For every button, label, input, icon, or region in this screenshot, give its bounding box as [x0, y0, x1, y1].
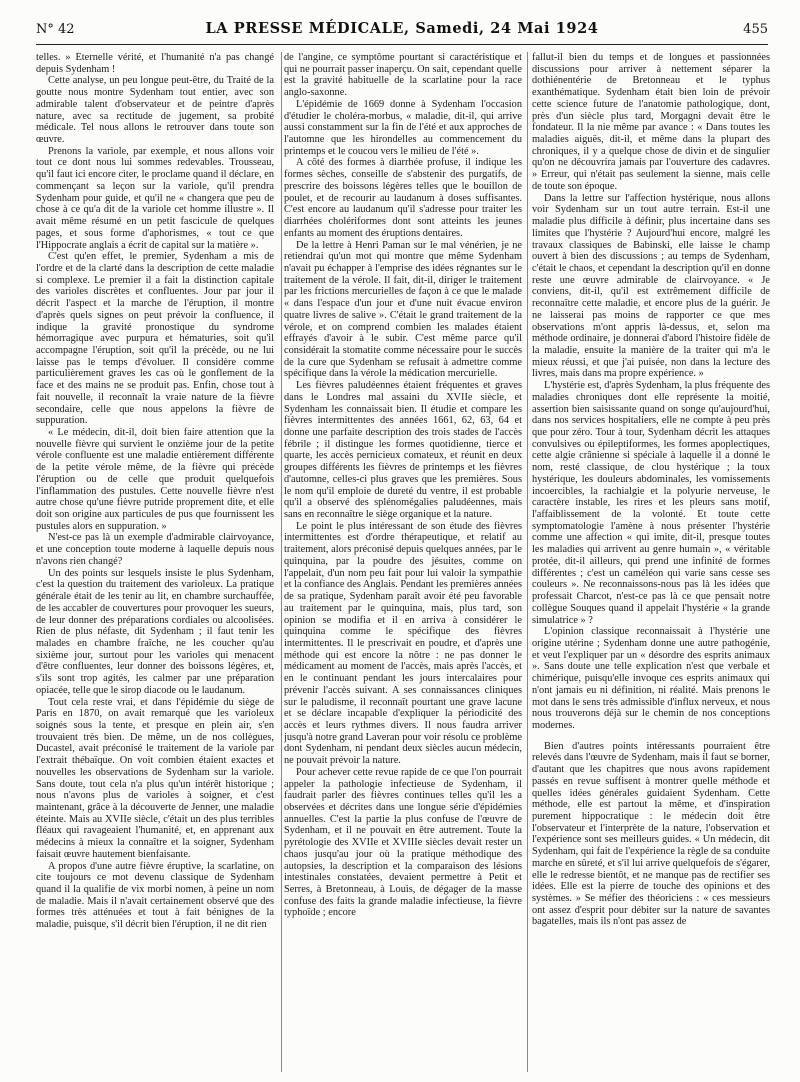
- column-3: [532, 52, 770, 1076]
- paragraph: Prenons la variole, par exemple, et nous allons voir tout ce dont nous lui sommes redevables. Trousseau, qu'il faut ici encore citer, le proclame quand il déclare, en commençant sa leçon sur la variole, qu'il prendra Sydenham pour guide, et qu'il ne « changera que peu de chose à ce qu'a dit de la variole cet homme illustre ». Il avait même résumé en un petit fascicule de quelques pages, et sous forme d'aphorismes, « tout ce que l'Hippocrate anglais a écrit de capital sur la matière ».: [36, 145, 274, 251]
- column-1-text: [36, 52, 274, 931]
- page-number: 455: [743, 22, 768, 37]
- section-break: [532, 732, 770, 741]
- column-divider-2: [527, 52, 528, 1072]
- page-header: [36, 18, 768, 46]
- paragraph: Le point le plus intéressant de son étude des fièvres intermittentes est d'ordre thérapeutique, et relatif au traitement, alors préconisé depuis quelques années, par le quinquina, par la poudre des jésuites, comme on l'appelait, d'un nom peu fait pour lui valoir la sympathie et la confiance des Anglais. Pendant les premières années de sa pratique, Sydenham paraît avoir été peu favorable au traitement par le quinquina, mais, plus tard, son opinion se modifia et il en arriva à considérer le quinquina comme le spécifique des fièvres intermittentes. Il le prescrivait en poudre, et d'après une méthode qui est encore la nôtre : ne pas donner le médicament au moment de l'accès, mais après l'accès, et en le continuant pendant les jours intercalaires pour prévenir l'accès suivant. A ses connaissances cliniques sur le paludisme, il reconnaît pourtant une grave lacune et se déclare incapable d'expliquer la périodicité des accès et leurs rythmes divers. Il nous faudra arriver jusqu'à notre grand Laveran pour voir résolu ce problème dont Sydenham, ni pendant deux siècles aucun médecin, ne pouvait prévoir la nature.: [284, 520, 522, 767]
- column-divider-1: [281, 52, 282, 1072]
- paragraph: Pour achever cette revue rapide de ce que l'on pourrait appeler la pathologie infectieuse de Sydenham, il faudrait parler des fièvres continues telles qu'il les a observées et décrites dans une longue série d'épidémies annuelles. C'est la partie la plus confuse de l'œuvre de Sydenham, et il ne pouvait en être autrement. Toute la pyrétologie des XVIIe et XVIIIe siècles devait rester un chaos jusqu'au jour où la pratique méthodique des autopsies, la description et la comparaison des lésions intestinales constatées, devaient permettre à Petit et Serres, à Bretonneau, à Louis, de dégager de la masse confuse des faits la grande maladie infectieuse, la fièvre typhoïde ; encore: [284, 766, 522, 919]
- paragraph: Les fièvres paludéennes étaient fréquentes et graves dans le Londres mal assaini du XVIIe siècle, et Sydenham les connaissait bien. Il étudie et compare les fièvres intermittentes des années 1661, 62, 63, 64 et donne une parfaite description des trois stades de l'accès fébrile ; il distingue les formes quotidienne, tierce et quarte, les accès pernicieux comateux, et réunit en deux groupes différents les fièvres de printemps et les fièvres d'automne, celles-ci plus graves que les premières. Sous le nom qu'il emploie de dureté du ventre, il est probable qu'il a observé des splénomégalies paludéennes, mais sans en reconnaître le siège organique et la nature.: [284, 380, 522, 521]
- paragraph: telles. » Éternelle vérité, et l'humanité n'a pas changé depuis Sydenham !: [36, 52, 274, 75]
- journal-title: LA PRESSE MÉDICALE, Samedi, 24 Mai 1924: [205, 20, 599, 37]
- paragraph: Un des points sur lesquels insiste le plus Sydenham, c'est la question du traitement des varioleux. La pratique générale était de les tenir au lit, en chambre surchauffée, de les accabler de couvertures pour provoquer les sueurs, de leur donner des préparations cordiales ou alcoolisées. Rien de plus néfaste, dit Sydenham ; il faut tenir les malades en chambre fraîche, ne les coucher qu'au sixième jour, surtout pour les varioles qui menacent d'être confluentes, leur donner des boissons légères, et, s'ils sont trop agités, les calmer par une préparation opiacée, telle que le sirop diacode ou le laudanum.: [36, 567, 274, 696]
- paragraph: fallut-il bien du temps et de longues et passionnées discussions pour arriver à nettement séparer la dothiénentérie de Bretonneau et le typhus exanthématique. Sydenham était bien loin de prévoir cette science future de l'anatomie pathologique, dont, près d'un siècle plus tard, Morgagni devait être le fondateur. Il la nie même par avance : « Dans toutes les maladies aiguës, dit-il, et même dans la plupart des chroniques, il y a quelque chose de divin et de singulier qu'on ne découvrira jamais par l'ouverture des cadavres. » Erreur, qui n'était pas seulement la sienne, mais celle de toute son époque.: [532, 52, 770, 192]
- column-2-text: [284, 52, 522, 919]
- header-rule: [36, 44, 768, 45]
- paragraph: L'épidémie de 1669 donne à Sydenham l'occasion d'étudier le choléra-morbus, « maladie, dit-il, qui arrive aussi constamment sur la fin de l'été et aux approches de l'automne que les hirondelles au commencement du printemps et le coucou vers le milieu de l'été ».: [284, 98, 522, 157]
- paragraph: L'opinion classique reconnaissait à l'hystérie une origine utérine ; Sydenham donne une autre pathogénie, et veut l'expliquer par un « désordre des esprits animaux ». Sans doute une telle explication n'est que verbale et chimérique, puisqu'elle invoque ces esprits animaux qui n'ont jamais eu ni définition, ni réalité. Mais prenons le mot dans le sens très admissible d'influx nerveux, et nous nous trouverons déjà sur le chemin de nos conceptions modernes.: [532, 626, 770, 731]
- column-3-text: [532, 52, 770, 928]
- paragraph: A côté des formes à diarrhée profuse, il indique les formes sèches, conseille de s'abstenir des purgatifs, de prescrire des boissons légères telles que le bouillon de poulet, et de recourir au laudanum à doses suffisantes. C'est encore au laudanum qu'il s'adresse pour traiter les diarrhées cholériformes dont sont atteints les jeunes enfants au moment des éruptions dentaires.: [284, 157, 522, 239]
- paragraph: C'est qu'en effet, le premier, Sydenham a mis de l'ordre et de la clarté dans la description de cette maladie si complexe. Le premier il a fait la distinction capitale des varioles discrètes et confluentes. Jour par jour il décrit l'aspect et la marche de l'éruption, il montre d'après quels signes on peut prévoir la confluence, il indique la gravité pronostique du syndrome hémorragique avec purpura et hématuries, soit qu'il accompagne l'éruption, soit qu'il la précède, ou ne lui laisse pas le temps d'évoluer. Il considère comme particulièrement graves les cas où le gonflement de la face et des mains ne se produit pas. Enfin, chose tout à fait nouvelle, il reconnaît la vraie nature de la fièvre secondaire, celle que nous appelons la fièvre de suppuration.: [36, 251, 274, 427]
- paragraph: Tout cela reste vrai, et dans l'épidémie du siège de Paris en 1870, on avait remarqué que les varioleux soignés sous la tente, et presque en plein air, s'en trouvaient très bien. De même, un de nos collègues, Ducastel, avait préconisé le traitement de la variole par l'extrait thébaïque. On voit combien étaient exactes et nouvelles les observations de Sydenham sur la variole. Sans doute, tout cela n'a plus qu'un intérêt historique ; nous n'avons plus de varioles à soigner, et c'est maintenant, grâce à la découverte de Jenner, une maladie éteinte. Mais au XVIIe siècle, c'était un des plus terribles fléaux qui ravageaient l'humanité, et, en apprenant aux médecins à mieux la connaître et la soigner, Sydenham faisait œuvre hautement bienfaisante.: [36, 696, 274, 860]
- paragraph: De la lettre à Henri Paman sur le mal vénérien, je ne retiendrai qu'un mot qui montre que même Sydenham n'avait pu échapper à l'emprise des idées régnantes sur le traitement de la vérole. Il fait, dit-il, diriger le traitement par les frictions mercurielles de façon à ce que le malade « dans l'espace d'un jour et d'une nuit évacue environ quatre livres de salive ». C'était le grand traitement de la vérole, et on comprend combien les malades étaient effrayés d'avoir à le subir. C'est même parce qu'il considérait la stomatite comme nécessaire pour le succès de la cure que Sydenham se refusait à admettre comme spécifique dans la vérole la médication mercurielle.: [284, 239, 522, 380]
- column-2: [284, 52, 522, 1076]
- paragraph: « Le médecin, dit-il, doit bien faire attention que la nouvelle fièvre qui survient le onzième jour de la petite vérole confluente est une maladie entièrement différente de la petite vérole même, de la fièvre qui précède l'éruption ou de celle que produit quelquefois l'inflammation des pustules. Cette nouvelle fièvre n'est autre chose qu'une fièvre putride proprement dite, et elle doit son origine aux particules de pus que fournissent les pustules alors en suppuration. »: [36, 427, 274, 532]
- paragraph: Bien d'autres points intéressants pourraient être relevés dans l'œuvre de Sydenham, mais il faut se borner, d'autant que les chapitres que nous avons rapidement passés en revue suffisent à montrer quelle méthode et quelles idées générales guidaient Sydenham. Cette méthode, elle est partout la même, et d'inspiration purement hippocratique : le médecin doit être l'observateur et l'interprète de la nature, l'observation et l'expérience sont ses meilleurs guides. « Un médecin, dit Sydenham, qui fait de l'expérience la règle de sa conduite marche en sûreté, et s'il lui arrive quelquefois de s'égarer, elle le redresse bientôt, et ne manque pas de rectifier ses idées. Elle est la pierre de touche des opinions et des systèmes. » Se méfier des théoriciens : « ces messieurs ont assez d'esprit pour débiter sur la nature de savantes bagatelles, mais ils n'ont pas assez de: [532, 740, 770, 928]
- paragraph: de l'angine, ce symptôme pourtant si caractéristique et qui ne pourrait passer inaperçu. On sait, cependant quelle est la gravité habituelle de la scarlatine pour la race anglo-saxonne.: [284, 52, 522, 99]
- paragraph: A propos d'une autre fièvre éruptive, la scarlatine, on cite toujours ce mot devenu classique de Sydenham quand il la qualifie de vix morbi nomen, à peine un nom de maladie. Mais il n'avait certainement observé que des formes très atténuées et tout à fait bénignes de la maladie, puisque, s'il décrit bien l'éruption, il ne dit rien: [36, 860, 274, 931]
- column-1: [36, 52, 274, 1076]
- paragraph: N'est-ce pas là un exemple d'admirable clairvoyance, et une conception toute moderne à laquelle depuis nous n'avons rien changé?: [36, 532, 274, 567]
- text-columns: [36, 52, 770, 1076]
- paragraph: Cette analyse, un peu longue peut-être, du Traité de la goutte nous montre Sydenham tout entier, avec son admirable talent d'observateur et de peintre d'après nature, avec sa rectitude de jugement, sa probité médicale. Tel nous allons le retrouver dans toute son œuvre.: [36, 75, 274, 146]
- paragraph: L'hystérie est, d'après Sydenham, la plus fréquente des maladies chroniques dont elle représente la moitié, assertion bien saisissante quand on songe qu'aujourd'hui, dans nos services hospitaliers, elle ne compte à peu près que pour zéro. Tour à tour, Sydenham décrit les attaques convulsives ou épileptiformes, les formes apoplectiques, cette algie crânienne si spéciale à laquelle il a donné le nom, resté classique, de clou hystérique ; la toux hystérique, les douleurs abdominales, les vomissements incoercibles, la rachialgie et la polyurie nerveuse, le caractère instable, les rires et les pleurs sans motif, l'affaiblissement de la volonté. Et toute cette symptomatologie l'amène à nous présenter l'hystérie comme une affection « qui imite, dit-il, presque toutes les maladies qui arrivent au genre humain », « véritable protée, dit-il ailleurs, qui prend une infinité de formes différentes ; c'est un caméléon qui varie sans cesse ses couleurs ». Ne reconnaissons-nous pas là les idées que professait Charcot, n'est-ce pas là ce que pensait notre collègue Souques quand il appelait l'hystérie « la grande simulatrice » ?: [532, 380, 770, 626]
- issue-number: N° 42: [36, 22, 75, 37]
- paragraph: Dans la lettre sur l'affection hystérique, nous allons voir Sydenham sur un tout autre terrain. Est-il une maladie plus difficile à définir, plus incertaine dans ses limites que l'hystérie ? Aujourd'hui encore, malgré les travaux classiques de Babinski, elle laisse le champ ouvert à bien des discussions ; au temps de Sydenham, c'était le chaos, et cependant la description qu'il en donne reste une œuvre admirable de clairvoyance. « Je conviens, dit-il, qu'il est extrêmement difficile de reconnaître cette maladie, et encore plus de la guérir. Je ne laisserai pas moins de rapporter ce que mes observations m'ont appris là-dessus, et, selon ma méthode ordinaire, je donnerai d'abord l'histoire fidèle de la maladie, ensuite la manière de la traiter qui m'a le mieux réussi, et que j'ai puisée, non dans la lecture des livres, mais dans ma propre expérience. »: [532, 192, 770, 380]
